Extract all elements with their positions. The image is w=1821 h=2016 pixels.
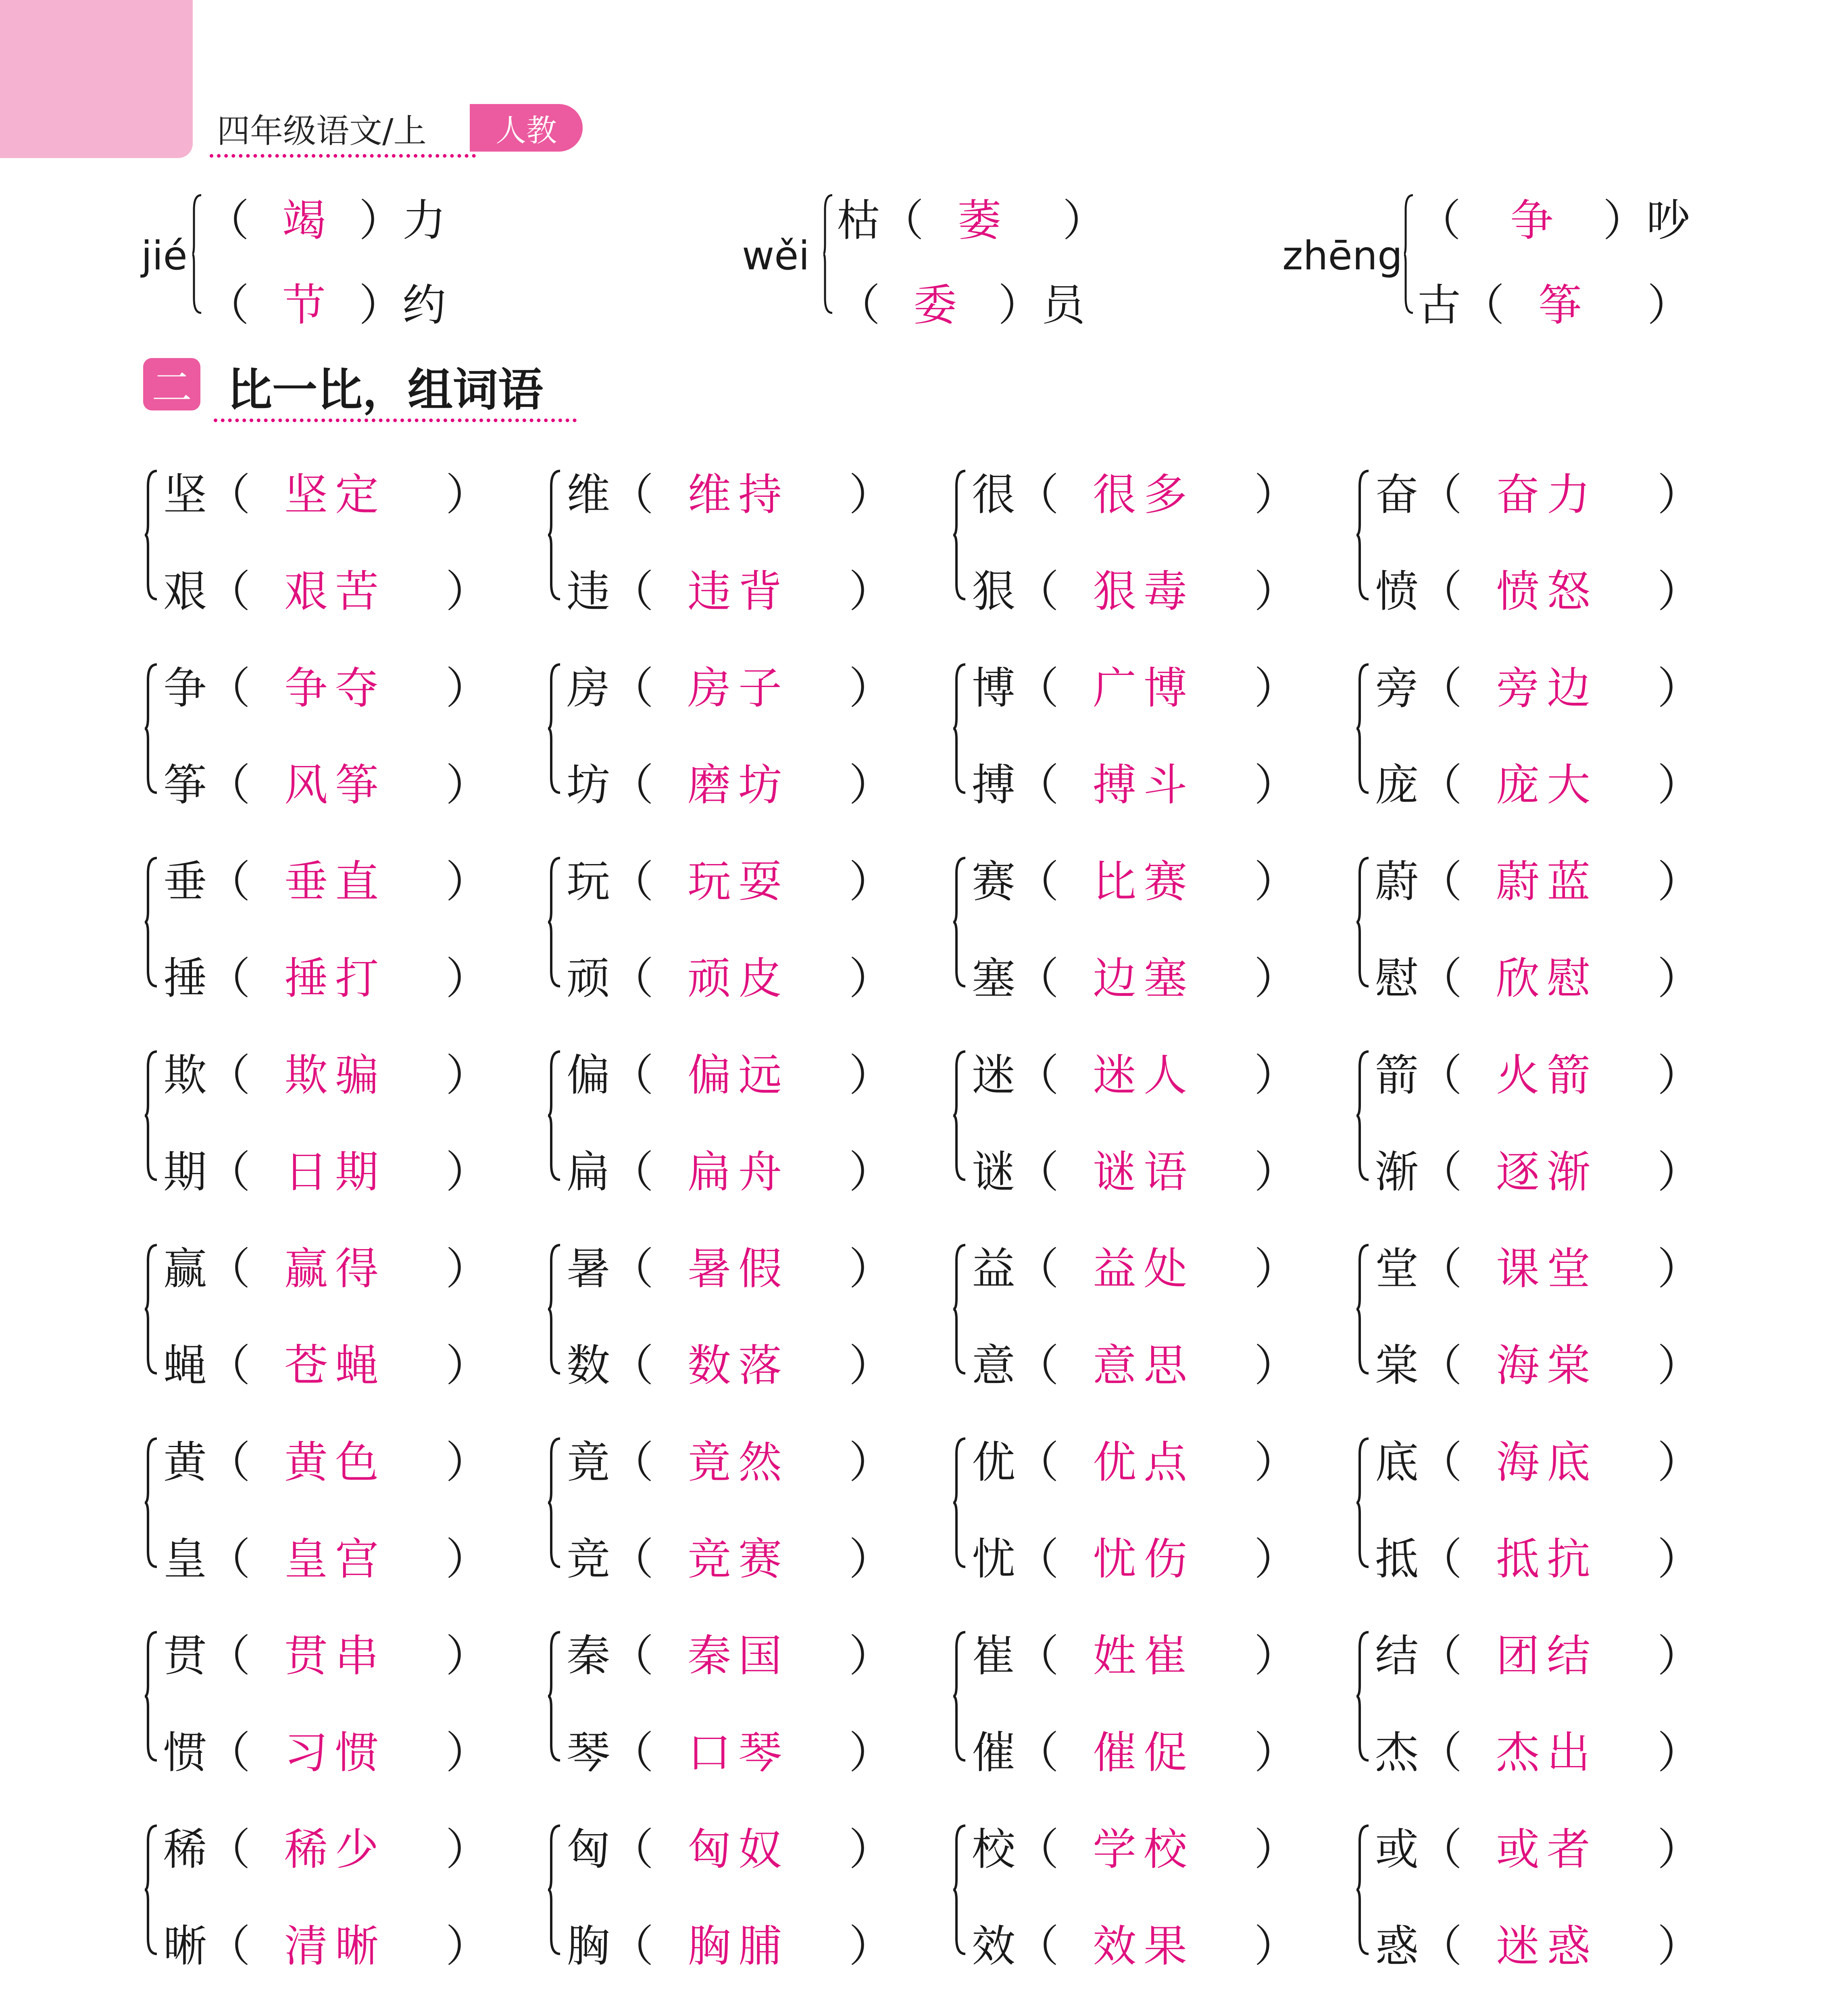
answer-word [688,2008,789,2016]
base-character: 琴 [567,1728,610,1778]
word-line: 效 （ 效果 ） [972,1911,1327,1976]
base-character: 底 [1375,1437,1419,1488]
answer-word: 逐渐 [1496,1147,1598,1198]
base-character: 赢 [163,1244,207,1294]
word-line: 愤 （ 愤怒 ） [1375,556,1730,621]
base-character: 筝 [163,760,207,810]
answer-word: 学校 [1093,1824,1195,1875]
brace-icon [952,1436,968,1569]
word-pair [546,1814,929,1984]
word-pair [143,1040,526,1210]
word-line: 惯 （ 习惯 ） [163,1718,518,1782]
brace-icon [1355,1436,1371,1569]
base-character: 校 [972,1824,1016,1875]
word-line: 赢 （ 赢得 ） [163,1234,518,1298]
word-line: 惑 （ 迷惑 ） [1375,1911,1730,1976]
answer-word: 海棠 [1496,1341,1598,1391]
base-character: 违 [567,566,610,617]
answer-word: 边塞 [1093,954,1195,1004]
base-character: 蔚 [1375,857,1419,907]
pinyin-group-wei: wěi 枯（ 萎 ） （ 委 ）员 [742,177,1105,331]
word-pair [546,1621,929,1790]
word-pair [1355,1427,1738,1597]
word-line: 偏 （ 偏远 ） [567,1040,921,1105]
base-character: 或 [1375,1824,1419,1875]
word-line: 箭 （ 火箭 ） [1375,1040,1730,1105]
brace-icon [1355,662,1371,795]
word-pair [1355,460,1738,629]
brace-icon [546,1436,563,1569]
answer-word: 玩耍 [688,857,790,907]
answer-word: 争夺 [284,663,386,714]
base-character: 竟 [567,1437,610,1488]
word-line: 竞 （ 竞赛 ） [567,1524,921,1589]
word-line: 杰 （ 杰出 ） [1375,1718,1730,1782]
brace-icon [143,1823,159,1956]
word-line: 维 （ 维持 ） [567,460,921,524]
answer-word: 庞大 [1496,760,1598,810]
answer-word: 搏斗 [1093,760,1195,810]
answer-word: 稀少 [284,1824,386,1875]
brace-icon [952,1630,968,1763]
base-character: 皇 [163,1534,207,1585]
brace-icon [143,469,159,602]
word-line: 催 （ 催促 ） [972,1718,1327,1782]
word-pair [143,1234,526,1403]
brace-icon [143,1630,159,1763]
answer-word: 比赛 [1093,857,1195,907]
answer-word: 迷人 [1093,1050,1195,1101]
edition-badge: 人教 [470,104,583,152]
word-line: 胸 （ 胸脯 ） [567,1911,921,1976]
word-pair [143,2008,526,2016]
word-pair [952,1427,1335,1597]
word-line: 顽 （ 顽皮 ） [567,943,921,1008]
answer-text: 萎 [958,196,1002,246]
base-character: 博 [972,663,1016,714]
base-character: 顽 [567,954,610,1004]
answer-word: 广博 [1093,663,1195,714]
base-character: 匈 [567,1824,610,1875]
answer-word: 风筝 [284,760,386,810]
answer-word: 清晰 [284,1921,386,1972]
word-line: 博 （ 广博 ） [972,653,1327,718]
page-header [210,97,597,157]
word-line: 晰 （ 清晰 ） [163,1911,518,1976]
brace-icon [546,856,563,989]
base-character: 秦 [567,1631,610,1681]
answer-word: 胸脯 [688,1921,790,1972]
word-pair [952,1814,1335,1984]
answer-word: 赢得 [284,1244,386,1294]
answer-text: 节 [282,280,326,331]
base-character: 数 [567,1341,610,1391]
pinyin-label: zhēng [1282,233,1403,279]
word-pair [952,847,1335,1016]
brace-icon [1355,1823,1371,1956]
word-line: 奋 （ 奋力 ） [1375,460,1730,524]
answer-word [1093,2008,1194,2016]
answer-word: 迷惑 [1496,1921,1598,1972]
word-pair [952,1621,1335,1790]
word-pair [143,460,526,629]
word-pair [1355,847,1738,1016]
base-character: 垂 [163,857,207,907]
answer-word: 暑假 [688,1244,790,1294]
answer-word: 竞赛 [688,1534,790,1585]
word-pair [952,2008,1335,2016]
word-line: 捶 （ 捶打 ） [163,943,518,1008]
brace-icon [952,1243,968,1376]
pinyin-group-zheng: zhēng （ 争 ）吵 古（ 筝 ） [1282,177,1686,331]
word-line: 欺 （ 欺骗 ） [163,1040,518,1105]
word-pair [143,1621,526,1790]
base-character: 艰 [163,566,207,617]
answer-word: 蔚蓝 [1496,857,1598,907]
base-character: 贯 [163,1631,207,1681]
answer-word: 意思 [1093,1341,1195,1391]
word-line: 很 （ 很多 ） [972,460,1327,524]
answer-word: 竟然 [688,1437,790,1488]
word-line: 忧 （ 忧伤 ） [972,1524,1327,1589]
base-character: 黄 [163,1437,207,1488]
word-pair [143,653,526,823]
word-line [567,2008,921,2016]
word-line: 旁 （ 旁边 ） [1375,653,1730,718]
answer-word: 维持 [688,470,790,520]
base-character: 惯 [163,1728,207,1778]
answer-word: 奋力 [1496,470,1598,520]
word-pair [546,1040,929,1210]
word-line: 抵 （ 抵抗 ） [1375,1524,1730,1589]
base-character: 坚 [163,470,207,520]
answer-word: 艰苦 [284,566,386,617]
base-character [972,2008,1015,2016]
brace-icon [952,469,968,602]
answer-text: 委 [913,280,957,331]
word-pair [143,1814,526,1984]
section-dotted-line [214,419,577,422]
base-character: 慰 [1375,954,1419,1004]
word-line: 谜 （ 谜语 ） [972,1137,1327,1202]
base-character: 奋 [1375,470,1419,520]
word-line: 违 （ 违背 ） [567,556,921,621]
word-line: 迷 （ 迷人 ） [972,1040,1327,1105]
word-line: 匈 （ 匈奴 ） [567,1814,921,1879]
word-pair [1355,1040,1738,1210]
answer-word: 日期 [284,1147,386,1198]
word-pair [546,1234,929,1403]
answer-word: 磨坊 [688,760,790,810]
base-character: 渐 [1375,1147,1419,1198]
word-pair [1355,1234,1738,1403]
word-pair [952,1040,1335,1210]
base-character: 旁 [1375,663,1419,714]
answer-word: 谜语 [1093,1147,1195,1198]
brace-icon [823,194,834,314]
answer-word: 很多 [1093,470,1195,520]
base-character: 暑 [567,1244,610,1294]
answer-word: 房子 [688,663,790,714]
answer-word: 坚定 [284,470,386,520]
answer-word: 口琴 [688,1728,790,1778]
answer-text: 竭 [282,196,326,246]
brace-icon [546,1049,563,1182]
word-line: 垂 （ 垂直 ） [163,847,518,911]
answer-word: 催促 [1093,1728,1195,1778]
word-line: 贯 （ 贯串 ） [163,1621,518,1685]
word-line [972,2008,1327,2016]
brace-icon [143,856,159,989]
answer-word: 火箭 [1496,1050,1598,1101]
pinyin-group-jie: jié （ 竭 ）力 （ 节 ）约 [141,177,504,331]
word-line: 暑 （ 暑假 ） [567,1234,921,1298]
base-character: 房 [567,663,610,714]
word-line: 蝇 （ 苍蝇 ） [163,1331,518,1395]
base-character: 忧 [972,1534,1016,1585]
answer-word: 愤怒 [1496,566,1598,617]
answer-word: 捶打 [284,954,386,1004]
word-pair [546,2008,929,2016]
base-character: 结 [1375,1631,1419,1681]
answer-word: 皇宫 [284,1534,386,1585]
brace-icon [1355,1243,1371,1376]
word-line: 渐 （ 逐渐 ） [1375,1137,1730,1202]
header-grade: 四年级语文/上 [217,112,427,150]
base-character: 杰 [1375,1728,1419,1778]
brace-icon [952,856,968,989]
word-line: 棠 （ 海棠 ） [1375,1331,1730,1395]
base-character: 催 [972,1728,1016,1778]
answer-word: 垂直 [284,857,386,907]
word-line: 校 （ 学校 ） [972,1814,1327,1879]
word-pair [546,460,929,629]
base-character: 胸 [567,1921,610,1972]
brace-icon [1355,856,1371,989]
word-line: 扁 （ 扁舟 ） [567,1137,921,1202]
word-pair [1355,653,1738,823]
answer-word: 海底 [1496,1437,1598,1488]
answer-word: 课堂 [1496,1244,1598,1294]
base-character: 谜 [972,1147,1016,1198]
word-pair [1355,1814,1738,1984]
word-line: 琴 （ 口琴 ） [567,1718,921,1782]
word-line: 搏 （ 搏斗 ） [972,750,1327,814]
answer-word: 顽皮 [688,954,790,1004]
answer-word: 习惯 [284,1728,386,1778]
base-character: 益 [972,1244,1016,1294]
word-line: 或 （ 或者 ） [1375,1814,1730,1879]
brace-icon [143,662,159,795]
base-character: 扁 [567,1147,610,1198]
base-character: 迷 [972,1050,1016,1101]
brace-icon [1403,194,1415,314]
header-dotted-line [210,154,476,158]
word-line: 优 （ 优点 ） [972,1427,1327,1492]
word-line [163,2008,518,2016]
word-line: 秦 （ 秦国 ） [567,1621,921,1685]
section-title: 比一比，组词语 [227,364,543,417]
answer-word: 抵抗 [1496,1534,1598,1585]
word-line: 期 （ 日期 ） [163,1137,518,1202]
word-line: 黄 （ 黄色 ） [163,1427,518,1492]
word-line: 蔚 （ 蔚蓝 ） [1375,847,1730,911]
answer-word: 忧伤 [1093,1534,1195,1585]
word-pair [1355,2008,1738,2016]
brace-icon [952,1049,968,1182]
word-line: 数 （ 数落 ） [567,1331,921,1395]
word-line: 慰 （ 欣慰 ） [1375,943,1730,1008]
word-line: 争 （ 争夺 ） [163,653,518,718]
answer-word: 姓崔 [1093,1631,1195,1681]
base-character: 偏 [567,1050,610,1101]
brace-icon [546,1823,563,1956]
answer-word: 狠毒 [1093,566,1195,617]
base-character: 蝇 [163,1341,207,1391]
answer-word: 益处 [1093,1244,1195,1294]
brace-icon [546,662,563,795]
brace-icon [546,469,563,602]
brace-icon [952,1823,968,1956]
base-character: 庞 [1375,760,1419,810]
base-character [567,2008,610,2016]
brace-icon [1355,1049,1371,1182]
base-character [1375,2008,1419,2016]
answer-word: 杰出 [1496,1728,1598,1778]
brace-icon [952,662,968,795]
answer-word: 团结 [1496,1631,1598,1681]
answer-word: 匈奴 [688,1824,790,1875]
word-line: 赛 （ 比赛 ） [972,847,1327,911]
base-character [163,2008,207,2016]
corner-tab [0,0,193,158]
answer-word: 旁边 [1496,663,1598,714]
base-character: 欺 [163,1050,207,1101]
answer-word: 欣慰 [1496,954,1598,1004]
base-character: 搏 [972,760,1016,810]
word-pair [546,653,929,823]
base-character: 惑 [1375,1921,1419,1972]
section-number-badge: 二 [143,358,200,410]
base-character: 愤 [1375,566,1419,617]
word-line: 结 （ 团结 ） [1375,1621,1730,1685]
word-line: 竟 （ 竟然 ） [567,1427,921,1492]
answer-word: 或者 [1496,1824,1598,1875]
base-character: 意 [972,1341,1016,1391]
answer-word [1496,2008,1598,2016]
base-character: 效 [972,1921,1016,1972]
answer-word: 苍蝇 [284,1341,386,1391]
answer-word: 违背 [688,566,790,617]
word-line: 崔 （ 姓崔 ） [972,1621,1327,1685]
base-character: 很 [972,470,1016,520]
answer-word [284,2008,386,2016]
answer-word: 欺骗 [284,1050,386,1101]
word-line: 益 （ 益处 ） [972,1234,1327,1298]
word-line: 意 （ 意思 ） [972,1331,1327,1395]
base-character: 抵 [1375,1534,1419,1585]
brace-icon [1355,1630,1371,1763]
word-line: 底 （ 海底 ） [1375,1427,1730,1492]
base-character: 期 [163,1147,207,1198]
word-line: 坚 （ 坚定 ） [163,460,518,524]
base-character: 竞 [567,1534,610,1585]
base-character: 玩 [567,857,610,907]
word-pair [952,1234,1335,1403]
word-pair [143,847,526,1016]
word-pair [952,653,1335,823]
answer-word: 贯串 [284,1631,386,1681]
section-heading [143,351,587,431]
base-character: 堂 [1375,1244,1419,1294]
word-line: 筝 （ 风筝 ） [163,750,518,814]
word-line: 房 （ 房子 ） [567,653,921,718]
word-line [1375,2008,1730,2016]
base-character: 棠 [1375,1341,1419,1391]
base-character: 赛 [972,857,1016,907]
base-character: 狠 [972,566,1016,617]
answer-text: 争 [1510,196,1554,246]
word-line: 艰 （ 艰苦 ） [163,556,518,621]
word-line: 塞 （ 边塞 ） [972,943,1327,1008]
word-line: 堂 （ 课堂 ） [1375,1234,1730,1298]
word-line: 坊 （ 磨坊 ） [567,750,921,814]
word-line: 玩 （ 玩耍 ） [567,847,921,911]
answer-word: 扁舟 [688,1147,790,1198]
answer-word: 偏远 [688,1050,790,1101]
brace-icon [1355,469,1371,602]
word-pair [952,460,1335,629]
base-character: 崔 [972,1631,1016,1681]
answer-word: 效果 [1093,1921,1195,1972]
word-line: 稀 （ 稀少 ） [163,1814,518,1879]
pinyin-label: wěi [742,233,810,279]
base-character: 维 [567,470,610,520]
answer-word: 黄色 [284,1437,386,1488]
brace-icon [546,1243,563,1376]
word-pair [546,847,929,1016]
answer-word: 数落 [688,1341,790,1391]
base-character: 捶 [163,954,207,1004]
base-character: 坊 [567,760,610,810]
word-line: 狠 （ 狠毒 ） [972,556,1327,621]
pinyin-label: jié [141,233,188,279]
brace-icon [143,1049,159,1182]
word-pair [546,1427,929,1597]
base-character: 争 [163,663,207,714]
base-character: 晰 [163,1921,207,1972]
word-pair [143,1427,526,1597]
word-line: 庞 （ 庞大 ） [1375,750,1730,814]
brace-icon [143,1436,159,1569]
word-pair [1355,1621,1738,1790]
brace-icon [546,1630,563,1763]
word-line: 皇 （ 皇宫 ） [163,1524,518,1589]
brace-icon [192,194,203,314]
base-character: 稀 [163,1824,207,1875]
answer-word: 优点 [1093,1437,1195,1488]
base-character: 箭 [1375,1050,1419,1101]
base-character: 塞 [972,954,1016,1004]
answer-word: 秦国 [688,1631,790,1681]
brace-icon [143,1243,159,1376]
base-character: 优 [972,1437,1016,1488]
answer-text: 筝 [1538,280,1582,331]
